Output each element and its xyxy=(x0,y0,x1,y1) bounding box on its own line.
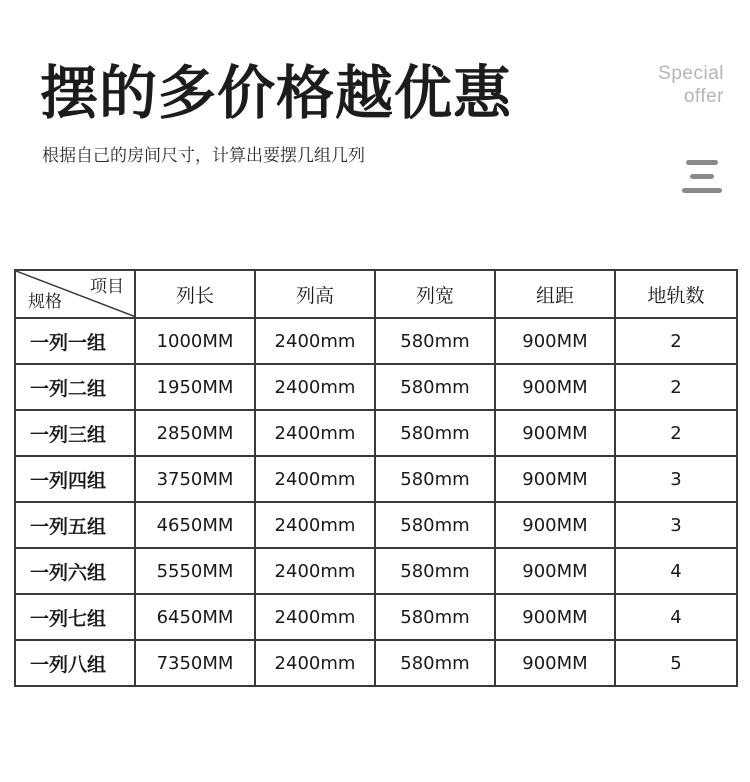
table-cell: 900MM xyxy=(495,456,615,502)
table-cell: 900MM xyxy=(495,640,615,686)
table-cell: 3 xyxy=(615,456,737,502)
table-row xyxy=(15,594,737,640)
table-cell: 7350MM xyxy=(135,640,255,686)
table-row xyxy=(15,640,737,686)
table-cell: 4 xyxy=(615,594,737,640)
row-label: 一列一组 xyxy=(15,318,135,364)
table-cell: 2400mm xyxy=(255,594,375,640)
table-cell: 6450MM xyxy=(135,594,255,640)
menu-icon-line xyxy=(686,160,718,165)
table-cell: 900MM xyxy=(495,594,615,640)
menu-icon-line xyxy=(690,174,714,179)
column-header: 列宽 xyxy=(375,270,495,318)
table-cell: 1000MM xyxy=(135,318,255,364)
table-cell: 2 xyxy=(615,318,737,364)
table-cell: 2400mm xyxy=(255,548,375,594)
table-cell: 2400mm xyxy=(255,410,375,456)
table-cell: 2400mm xyxy=(255,364,375,410)
table-cell: 580mm xyxy=(375,502,495,548)
table-cell: 2400mm xyxy=(255,640,375,686)
table-cell: 580mm xyxy=(375,364,495,410)
table-cell: 2400mm xyxy=(255,318,375,364)
table-cell: 2850MM xyxy=(135,410,255,456)
table-cell: 900MM xyxy=(495,318,615,364)
table-cell: 3 xyxy=(615,502,737,548)
table-cell: 580mm xyxy=(375,410,495,456)
table-header-row xyxy=(15,270,737,318)
spec-table xyxy=(14,269,738,687)
table-cell: 900MM xyxy=(495,364,615,410)
table-cell: 2400mm xyxy=(255,456,375,502)
table-row xyxy=(15,318,737,364)
column-header: 地轨数 xyxy=(615,270,737,318)
table-cell: 900MM xyxy=(495,410,615,456)
table-cell: 5 xyxy=(615,640,737,686)
table-cell: 4 xyxy=(615,548,737,594)
table-row xyxy=(15,548,737,594)
column-header: 列高 xyxy=(255,270,375,318)
table-cell: 900MM xyxy=(495,502,615,548)
row-label: 一列三组 xyxy=(15,410,135,456)
menu-icon[interactable] xyxy=(682,160,722,194)
table-cell: 580mm xyxy=(375,318,495,364)
corner-label-item: 项目 xyxy=(90,277,124,297)
table-cell: 5550MM xyxy=(135,548,255,594)
special-offer-line1: Special xyxy=(658,63,724,84)
table-cell: 2 xyxy=(615,410,737,456)
table-cell: 3750MM xyxy=(135,456,255,502)
special-offer-line2: offer xyxy=(683,86,724,107)
table-row xyxy=(15,456,737,502)
table-row xyxy=(15,502,737,548)
table-cell: 580mm xyxy=(375,548,495,594)
table-cell: 580mm xyxy=(375,594,495,640)
special-offer-badge xyxy=(658,62,724,108)
table-cell: 4650MM xyxy=(135,502,255,548)
table-row xyxy=(15,364,737,410)
table-cell: 2 xyxy=(615,364,737,410)
page-title: 摆的多价格越优惠 xyxy=(40,59,513,127)
row-label: 一列四组 xyxy=(15,456,135,502)
table-row xyxy=(15,410,737,456)
corner-header-cell xyxy=(15,270,135,318)
row-label: 一列六组 xyxy=(15,548,135,594)
table-cell: 580mm xyxy=(375,640,495,686)
table-cell: 2400mm xyxy=(255,502,375,548)
menu-icon-line xyxy=(682,188,722,193)
table-cell: 1950MM xyxy=(135,364,255,410)
row-label: 一列七组 xyxy=(15,594,135,640)
column-header: 组距 xyxy=(495,270,615,318)
page-subtitle: 根据自己的房间尺寸，计算出要摆几组几列 xyxy=(42,146,365,166)
table-cell: 580mm xyxy=(375,456,495,502)
row-label: 一列五组 xyxy=(15,502,135,548)
row-label: 一列二组 xyxy=(15,364,135,410)
table-cell: 900MM xyxy=(495,548,615,594)
corner-label-spec: 规格 xyxy=(28,292,62,312)
row-label: 一列八组 xyxy=(15,640,135,686)
column-header: 列长 xyxy=(135,270,255,318)
